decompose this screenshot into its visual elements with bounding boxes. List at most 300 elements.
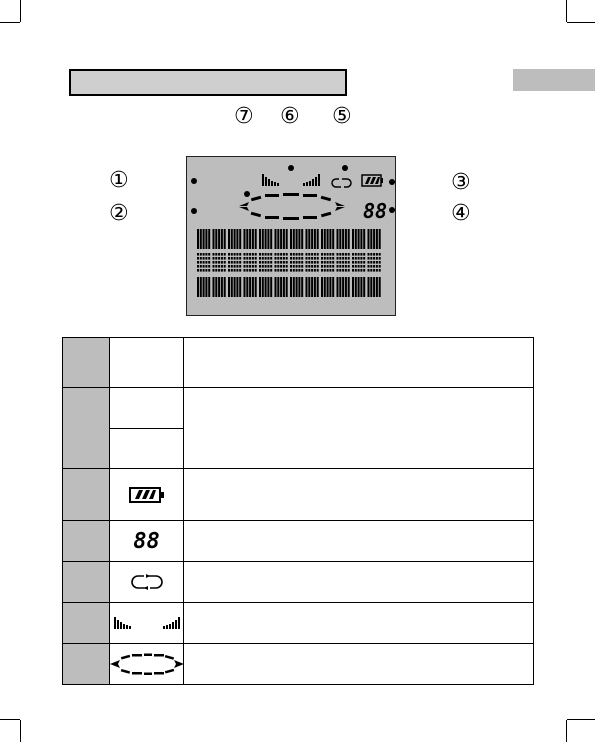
matrix-segment <box>332 257 334 260</box>
matrix-segment <box>197 265 199 268</box>
matrix-segment <box>270 261 272 264</box>
matrix-segment <box>298 257 300 260</box>
matrix-segment <box>215 257 217 260</box>
matrix-segment <box>348 257 350 260</box>
matrix-segment <box>203 229 205 249</box>
matrix-segment <box>234 229 236 249</box>
matrix-segment <box>376 261 378 264</box>
callout-4: ④ <box>451 201 471 226</box>
matrix-segment <box>296 277 298 297</box>
signal-right-icon <box>303 174 320 186</box>
matrix-segment <box>358 257 360 260</box>
matrix-segment <box>337 261 339 264</box>
matrix-segment <box>244 253 246 256</box>
matrix-segment <box>332 269 334 272</box>
matrix-segment <box>228 229 230 249</box>
matrix-segment <box>280 277 282 297</box>
matrix-segment <box>203 257 205 260</box>
matrix-segment <box>231 261 233 264</box>
matrix-segment <box>262 269 264 272</box>
marker-dot-5 <box>342 165 348 171</box>
matrix-segment <box>246 261 248 264</box>
matrix-segment <box>370 257 372 260</box>
matrix-segment <box>283 265 285 268</box>
matrix-segment <box>252 269 254 272</box>
matrix-segment <box>246 229 248 249</box>
matrix-segment <box>208 257 210 260</box>
matrix-segment <box>317 265 319 268</box>
matrix-segment <box>221 269 223 272</box>
matrix-segment <box>244 265 246 268</box>
matrix-segment <box>231 269 233 272</box>
matrix-segment <box>379 229 381 249</box>
matrix-segment <box>286 261 288 264</box>
matrix-segment <box>298 265 300 268</box>
matrix-segment <box>259 277 261 297</box>
matrix-segment <box>360 229 362 249</box>
matrix-segment <box>215 265 217 268</box>
matrix-segment <box>317 257 319 260</box>
matrix-segment <box>218 265 220 268</box>
matrix-segment <box>342 269 344 272</box>
matrix-segment <box>363 265 365 268</box>
matrix-segment <box>327 261 329 264</box>
matrix-segment <box>277 269 279 272</box>
matrix-segment <box>337 269 339 272</box>
matrix-segment <box>239 265 241 268</box>
matrix-segment <box>249 261 251 264</box>
matrix-segment <box>339 253 341 256</box>
matrix-segment <box>345 229 347 249</box>
matrix-segment <box>339 257 341 260</box>
matrix-segment <box>208 269 210 272</box>
matrix-segment <box>339 269 341 272</box>
matrix-segment <box>370 261 372 264</box>
matrix-segment <box>345 265 347 268</box>
matrix-segment <box>259 261 261 264</box>
matrix-segment <box>321 269 323 272</box>
matrix-segment <box>265 253 267 256</box>
legend-row-4 <box>63 521 534 562</box>
matrix-segment <box>255 265 257 268</box>
matrix-segment <box>239 257 241 260</box>
matrix-segment <box>218 257 220 260</box>
matrix-segment <box>283 269 285 272</box>
matrix-segment <box>376 257 378 260</box>
matrix-segment <box>355 261 357 264</box>
matrix-segment <box>208 261 210 264</box>
matrix-segment <box>348 229 350 249</box>
matrix-segment <box>327 265 329 268</box>
matrix-segment <box>308 269 310 272</box>
matrix-segment <box>236 261 238 264</box>
matrix-segment <box>221 265 223 268</box>
matrix-segment <box>244 277 246 297</box>
matrix-segment <box>379 257 381 260</box>
matrix-segment <box>329 261 331 264</box>
matrix-segment <box>358 253 360 256</box>
legend-row-1 <box>63 338 534 388</box>
matrix-segment <box>332 265 334 268</box>
matrix-segment <box>286 277 288 297</box>
matrix-segment <box>286 265 288 268</box>
matrix-segment <box>286 253 288 256</box>
matrix-segment <box>252 265 254 268</box>
matrix-segment <box>379 261 381 264</box>
matrix-segment <box>311 265 313 268</box>
matrix-segment <box>308 265 310 268</box>
matrix-segment <box>221 257 223 260</box>
matrix-segment <box>239 261 241 264</box>
matrix-segment <box>345 261 347 264</box>
matrix-segment <box>228 265 230 268</box>
matrix-segment <box>339 265 341 268</box>
matrix-segment <box>337 253 339 256</box>
matrix-segment <box>246 277 248 297</box>
matrix-segment <box>306 253 308 256</box>
matrix-segment <box>352 269 354 272</box>
lcd-digits: 88 <box>363 199 388 223</box>
repeat-icon <box>332 179 351 187</box>
matrix-segment <box>293 253 295 256</box>
matrix-segment <box>355 257 357 260</box>
matrix-segment <box>342 253 344 256</box>
matrix-segment <box>324 229 326 249</box>
matrix-segment <box>363 257 365 260</box>
matrix-segment <box>314 229 316 249</box>
matrix-segment <box>259 265 261 268</box>
crop-mark-tr-h <box>567 22 595 23</box>
matrix-segment <box>301 269 303 272</box>
matrix-segment <box>301 261 303 264</box>
matrix-segment <box>321 265 323 268</box>
matrix-segment <box>329 265 331 268</box>
matrix-segment <box>259 229 261 249</box>
matrix-segment <box>360 269 362 272</box>
matrix-segment <box>215 261 217 264</box>
matrix-segment <box>283 229 285 249</box>
matrix-segment <box>218 253 220 256</box>
matrix-segment <box>228 261 230 264</box>
matrix-segment <box>376 265 378 268</box>
matrix-segment <box>293 257 295 260</box>
matrix-segment <box>262 257 264 260</box>
matrix-segment <box>296 265 298 268</box>
matrix-segment <box>360 257 362 260</box>
matrix-segment <box>208 277 210 297</box>
matrix-segment <box>342 229 344 249</box>
marker-dot-1 <box>191 178 197 184</box>
matrix-segment <box>267 265 269 268</box>
lcd-display <box>186 156 396 316</box>
matrix-segment <box>290 257 292 260</box>
matrix-segment <box>321 229 323 249</box>
matrix-segment <box>311 257 313 260</box>
callout-1: ① <box>109 168 129 193</box>
matrix-segment <box>275 261 277 264</box>
legend-row-6 <box>63 603 534 644</box>
matrix-segment <box>296 229 298 249</box>
matrix-segment <box>215 253 217 256</box>
disc-spin-icon <box>239 193 345 220</box>
legend-icon-1 <box>110 338 184 388</box>
matrix-segment <box>203 253 205 256</box>
matrix-segment <box>308 261 310 264</box>
matrix-segment <box>215 269 217 272</box>
matrix-segment <box>197 277 199 297</box>
matrix-segment <box>293 265 295 268</box>
legend-disc-cell <box>110 644 184 685</box>
matrix-segment <box>277 229 279 249</box>
matrix-segment <box>327 269 329 272</box>
matrix-segment <box>275 277 277 297</box>
matrix-segment <box>208 253 210 256</box>
matrix-segment <box>205 229 207 249</box>
callout-3: ③ <box>451 170 471 195</box>
matrix-segment <box>306 261 308 264</box>
matrix-segment <box>368 269 370 272</box>
matrix-segment <box>280 261 282 264</box>
matrix-segment <box>368 257 370 260</box>
matrix-segment <box>197 253 199 256</box>
matrix-segment <box>314 253 316 256</box>
matrix-segment <box>246 253 248 256</box>
matrix-row-1 <box>197 229 381 249</box>
matrix-segment <box>298 261 300 264</box>
matrix-segment <box>215 277 217 297</box>
matrix-segment <box>213 265 215 268</box>
matrix-segment <box>249 277 251 297</box>
matrix-segment <box>306 269 308 272</box>
matrix-segment <box>236 277 238 297</box>
matrix-segment <box>244 257 246 260</box>
crop-mark-tr-v <box>566 0 567 22</box>
digits-88-icon: 88 <box>133 528 160 554</box>
matrix-segment <box>306 257 308 260</box>
matrix-segment <box>314 261 316 264</box>
matrix-segment <box>277 265 279 268</box>
matrix-segment <box>363 261 365 264</box>
matrix-segment <box>317 229 319 249</box>
marker-dot-2 <box>191 208 197 214</box>
matrix-segment <box>267 257 269 260</box>
matrix-segment <box>368 253 370 256</box>
matrix-segment <box>275 253 277 256</box>
matrix-segment <box>252 261 254 264</box>
matrix-segment <box>298 253 300 256</box>
matrix-segment <box>332 277 334 297</box>
matrix-segment <box>311 269 313 272</box>
matrix-segment <box>244 269 246 272</box>
matrix-segment <box>355 277 357 297</box>
matrix-segment <box>270 229 272 249</box>
matrix-segment <box>327 229 329 249</box>
matrix-segment <box>368 261 370 264</box>
matrix-segment <box>200 253 202 256</box>
matrix-segment <box>327 253 329 256</box>
matrix-segment <box>286 269 288 272</box>
matrix-segment <box>360 253 362 256</box>
matrix-segment <box>352 229 354 249</box>
matrix-segment <box>270 265 272 268</box>
matrix-segment <box>345 257 347 260</box>
matrix-segment <box>360 265 362 268</box>
matrix-segment <box>236 269 238 272</box>
matrix-segment <box>265 261 267 264</box>
side-tab <box>513 69 595 91</box>
matrix-segment <box>339 261 341 264</box>
legend-repeat-cell <box>110 562 184 603</box>
matrix-segment <box>255 269 257 272</box>
matrix-segment <box>234 261 236 264</box>
matrix-segment <box>228 257 230 260</box>
matrix-segment <box>296 253 298 256</box>
matrix-segment <box>290 269 292 272</box>
matrix-segment <box>259 257 261 260</box>
matrix-segment <box>208 265 210 268</box>
matrix-segment <box>280 253 282 256</box>
matrix-segment <box>213 229 215 249</box>
matrix-segment <box>352 277 354 297</box>
matrix-segment <box>308 257 310 260</box>
matrix-segment <box>213 257 215 260</box>
matrix-row-3 <box>197 277 381 297</box>
matrix-segment <box>332 229 334 249</box>
battery-icon <box>362 175 383 186</box>
matrix-segment <box>203 265 205 268</box>
matrix-segment <box>200 261 202 264</box>
matrix-segment <box>339 277 341 297</box>
matrix-segment <box>376 269 378 272</box>
matrix-segment <box>290 265 292 268</box>
matrix-segment <box>337 257 339 260</box>
matrix-segment <box>224 269 226 272</box>
matrix-segment <box>358 261 360 264</box>
matrix-segment <box>255 229 257 249</box>
matrix-segment <box>324 277 326 297</box>
matrix-segment <box>337 265 339 268</box>
matrix-segment <box>373 257 375 260</box>
matrix-segment <box>324 269 326 272</box>
matrix-segment <box>348 261 350 264</box>
matrix-segment <box>348 269 350 272</box>
matrix-segment <box>324 257 326 260</box>
matrix-segment <box>373 229 375 249</box>
matrix-segment <box>379 265 381 268</box>
matrix-segment <box>270 257 272 260</box>
matrix-segment <box>197 257 199 260</box>
matrix-segment <box>239 253 241 256</box>
matrix-segment <box>197 261 199 264</box>
crop-mark-tl-v <box>20 0 21 22</box>
matrix-segment <box>286 229 288 249</box>
matrix-segment <box>280 229 282 249</box>
matrix-segment <box>298 277 300 297</box>
matrix-segment <box>358 277 360 297</box>
matrix-segment <box>329 229 331 249</box>
matrix-segment <box>283 277 285 297</box>
matrix-segment <box>296 257 298 260</box>
matrix-segment <box>224 229 226 249</box>
matrix-segment <box>200 269 202 272</box>
matrix-segment <box>368 277 370 297</box>
matrix-segment <box>363 269 365 272</box>
matrix-segment <box>311 253 313 256</box>
battery-icon <box>128 485 166 505</box>
matrix-segment <box>342 277 344 297</box>
matrix-segment <box>298 269 300 272</box>
matrix-segment <box>342 257 344 260</box>
legend-desc-5 <box>184 562 534 603</box>
matrix-segment <box>228 277 230 297</box>
signal-bars-icon <box>114 615 180 631</box>
matrix-segment <box>368 265 370 268</box>
matrix-segment <box>345 253 347 256</box>
matrix-segment <box>252 257 254 260</box>
matrix-segment <box>244 229 246 249</box>
matrix-segment <box>224 265 226 268</box>
matrix-segment <box>301 229 303 249</box>
matrix-segment <box>301 277 303 297</box>
matrix-segment <box>252 253 254 256</box>
matrix-segment <box>218 229 220 249</box>
matrix-segment <box>280 265 282 268</box>
matrix-segment <box>224 257 226 260</box>
matrix-segment <box>324 261 326 264</box>
matrix-segment <box>203 277 205 297</box>
crop-mark-tl-h <box>0 22 20 23</box>
legend-row-2a <box>63 388 534 429</box>
matrix-segment <box>314 277 316 297</box>
matrix-segment <box>283 261 285 264</box>
matrix-segment <box>270 253 272 256</box>
matrix-segment <box>275 265 277 268</box>
matrix-segment <box>327 277 329 297</box>
matrix-segment <box>360 261 362 264</box>
legend-desc-2 <box>184 388 534 469</box>
matrix-segment <box>290 229 292 249</box>
matrix-segment <box>259 253 261 256</box>
matrix-segment <box>234 265 236 268</box>
matrix-segment <box>277 261 279 264</box>
matrix-segment <box>358 229 360 249</box>
marker-dot-6 <box>288 165 294 171</box>
matrix-segment <box>277 277 279 297</box>
matrix-segment <box>236 265 238 268</box>
matrix-segment <box>373 265 375 268</box>
matrix-segment <box>213 277 215 297</box>
matrix-segment <box>249 269 251 272</box>
matrix-segment <box>262 265 264 268</box>
legend-desc-1 <box>184 338 534 388</box>
matrix-segment <box>218 261 220 264</box>
matrix-segment <box>308 229 310 249</box>
matrix-segment <box>262 229 264 249</box>
matrix-segment <box>379 253 381 256</box>
matrix-segment <box>234 257 236 260</box>
callout-5: ⑤ <box>332 104 352 129</box>
matrix-segment <box>301 257 303 260</box>
matrix-segment <box>311 277 313 297</box>
matrix-segment <box>321 257 323 260</box>
matrix-segment <box>200 265 202 268</box>
matrix-segment <box>293 269 295 272</box>
matrix-segment <box>255 253 257 256</box>
matrix-segment <box>267 269 269 272</box>
matrix-segment <box>363 253 365 256</box>
matrix-segment <box>301 265 303 268</box>
matrix-segment <box>306 277 308 297</box>
